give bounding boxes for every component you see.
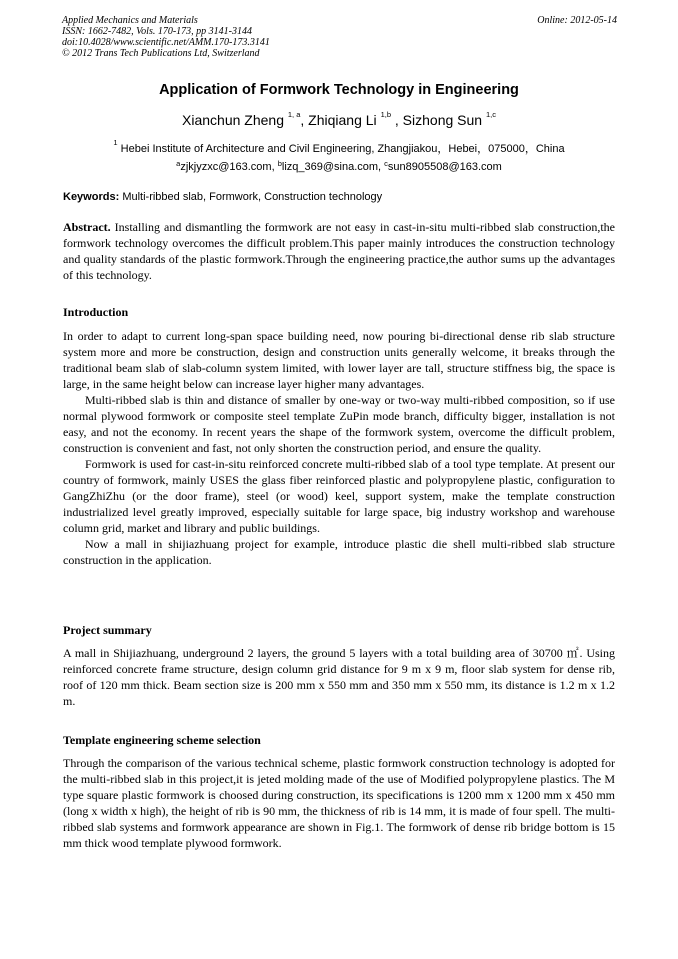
- email-mark: b: [277, 159, 282, 168]
- email-address: sun8905508@163.com: [387, 161, 502, 173]
- issn-line: ISSN: 1662-7482, Vols. 170-173, pp 3141-3144: [62, 26, 252, 37]
- copyright-line: © 2012 Trans Tech Publications Ltd, Switzerland: [62, 48, 260, 59]
- abstract-text: Installing and dismantling the formwork are not easy in cast-in-situ multi-ribbed slab construction,the formwork technology overcomes the difficult problem.This paper mainly introduces the construction technology and quality standards of the plastic formwork.Through the engineering practice,the author sums up the advantages of this technology.: [63, 220, 615, 282]
- paragraph: A mall in Shijiazhuang, underground 2 layers, the ground 5 layers with a total building area of 30700 ㎡. Using reinforced concrete frame structure, design column grid distance for 9 m x 9 m, floor slab system for dense rib, roof of 120 mm thick. Beam section size is 200 mm x 550 mm and 350 mm x 550 mm, its distance is 1.2 m x 1.2 m.: [63, 646, 615, 708]
- affiliation-mark: 1: [113, 138, 118, 147]
- author-name: Sizhong Sun: [402, 112, 483, 128]
- keywords-text: Multi-ribbed slab, Formwork, Construction technology: [122, 191, 383, 203]
- section-template-selection: [63, 755, 615, 851]
- email-mark: c: [384, 159, 388, 168]
- abstract-label: Abstract.: [63, 220, 111, 234]
- doi-line: doi:10.4028/www.scientific.net/AMM.170-173.3141: [62, 37, 270, 48]
- author-name: Zhiqiang Li: [308, 112, 377, 128]
- author-name: Xianchun Zheng: [182, 112, 284, 128]
- affiliation-text: Hebei Institute of Architecture and Civil Engineering, Zhangjiakou，Hebei，075000，China: [120, 143, 565, 155]
- email-address: zjkjyzxc@163.com: [180, 161, 272, 173]
- abstract: [63, 219, 615, 283]
- author-affiliation-mark: 1,c: [485, 110, 496, 119]
- section-project-summary: [63, 645, 615, 709]
- paragraph: In order to adapt to current long-span space building need, now pouring bi-directional dense rib slab structure system more and more be construction, design and construction units generally welcome, it breaks through the traditional beam slab of slab-column system limited, with lower layer are tall, structure stiffness big, the space is large, in the same height below can increase layer higher many advantages.: [63, 329, 615, 391]
- online-date: Online: 2012-05-14: [537, 15, 617, 26]
- affiliation: [0, 140, 678, 156]
- section-heading-introduction: Introduction: [63, 305, 129, 319]
- paragraph: Formwork is used for cast-in-situ reinforced concrete multi-ribbed slab of a tool type template. At present our country of formwork, mainly USES the glass fiber reinforced plastic and polypropylene plastic, configuration to GangZhiZhu (or the door frame), steel (or wood) keel, support system, make the template construction industrialized level greatly improved, especially suitable for large space, big industry workshop and warehouse column grid, market and library and public buildings.: [63, 457, 615, 535]
- keywords-label: Keywords:: [63, 191, 120, 203]
- email-address: lizq_369@sina.com: [281, 161, 379, 173]
- paragraph: Now a mall in shijiazhuang project for example, introduce plastic die shell multi-ribbed slab structure construction in the application.: [63, 537, 615, 567]
- author-separator: ,: [300, 112, 309, 128]
- author-separator: ,: [391, 112, 403, 128]
- author-affiliation-mark: 1, a: [287, 110, 301, 119]
- keywords: [63, 191, 615, 203]
- journal-header: [62, 15, 617, 59]
- section-heading-template-selection: Template engineering scheme selection: [63, 733, 261, 747]
- author-affiliation-mark: 1,b: [380, 110, 391, 119]
- journal-name: Applied Mechanics and Materials: [62, 15, 198, 26]
- section-heading-project-summary: Project summary: [63, 623, 152, 637]
- email-mark: a: [176, 159, 181, 168]
- email-list: $^a$zjkjyzxc@163.com, $^b$lizq_369@sina.com, $^c$sun8905508@163.com: [176, 159, 502, 173]
- section-introduction: [63, 328, 615, 568]
- paper-title: Application of Formwork Technology in Engineering: [159, 82, 519, 98]
- paragraph: Through the comparison of the various technical scheme, plastic formwork construction technology is adopted for the multi-ribbed slab in this project,it is jeted molding made of the use of Modified polypropylene plastics. The M type square plastic formwork is choosed during construction, its specifications is 1200 mm x 1200 mm x 450 mm (long x width x high), the height of rib is 90 mm, the thickness of rib is 14 mm, it is made of four spell. The multi-ribbed slab systems and formwork appearance are shown in Fig.1. The formwork of dense rib bridge bottom is 15 mm thick wood template plywood formwork.: [63, 756, 615, 850]
- paragraph: Multi-ribbed slab is thin and distance of smaller by one-way or two-way multi-ribbed composition, so if use normal plywood formwork or composite steel template ZuPin mode branch, difficulty bigger, installation is not easy, and not the economy. In recent years the shape of the formwork system, overcome the difficult problem, construction is convenient and fast, not only shorten the construction period, and ensure the quality.: [63, 393, 615, 455]
- author-list: [0, 112, 678, 128]
